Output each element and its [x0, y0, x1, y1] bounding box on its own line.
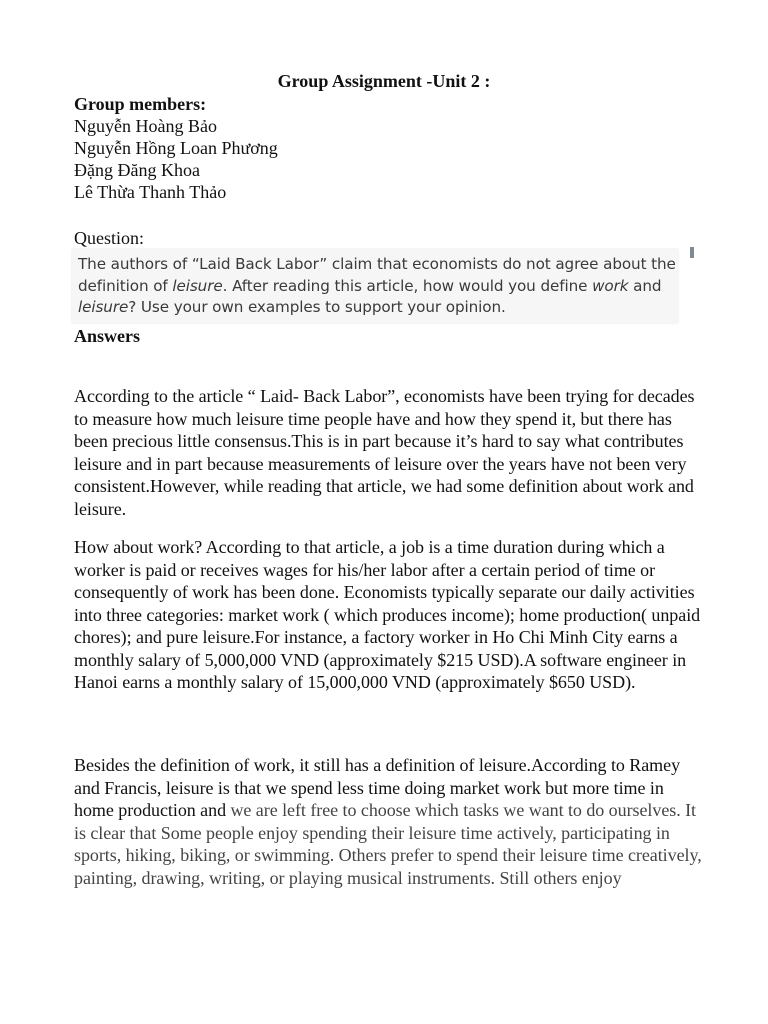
paragraph-leisure-part: we are left free to choose which tasks we want to do ourselves. It is clear that Some people enjoy spending their leisure time actively, participating in sports, hiking, biking, or swimming. Others prefer to spend their leisure time creatively, painting, drawing, writing, or playing musical instruments. Still others enjoy: [74, 800, 702, 888]
paragraph-work: How about work? According to that article, a job is a time duration during which a worker is paid or receives wages for his/her labor after a certain period of time or consequently of work has been done. Economists typically separate our daily activities into three categories: market work ( which produces income); home production( unpaid chores); and pure leisure.For instance, a factory worker in Ho Chi Minh City earns a monthly salary of 5,000,000 VND (approximately $215 USD).A software engineer in Hanoi earns a monthly salary of 15,000,000 VND (approximately $650 USD).: [74, 537, 701, 692]
question-text-segment: The authors of “Laid Back Labor” claim that economists do not agree about the definition of: [78, 255, 676, 295]
question-emphasis: leisure: [78, 298, 129, 316]
member-name: Đặng Đăng Khoa: [74, 160, 200, 180]
question-emphasis: work: [592, 276, 629, 295]
question-text-segment: . After reading this article, how would you define: [222, 276, 593, 295]
question-text-segment: and: [628, 276, 662, 295]
paragraph-leisure: [74, 754, 704, 889]
member-name: Nguyễn Hồng Loan Phương: [74, 138, 278, 158]
group-members-label: Group members:: [74, 94, 207, 114]
question-text: [78, 254, 678, 319]
paragraph-leisure-part: Besides the definition of work, it still has a definition of leisure.According to Ramey and Francis, leisure is that we spend less time doing market work but more time in home production and: [74, 755, 681, 820]
question-label: Question:: [74, 228, 144, 248]
paragraph-intro: According to the article “ Laid- Back Labor”, economists have been trying for decades to measure how much leisure time people have and how they spend it, but there has been precious little consensus.This is in part because it’s hard to say what contributes leisure and in part because measurements of leisure over the years have not been very consistent.However, while reading that article, we had some definition about work and leisure.: [74, 386, 695, 519]
answers-label: Answers: [74, 326, 140, 346]
question-emphasis: leisure: [172, 276, 223, 295]
document-title: Group Assignment -Unit 2 :: [277, 71, 491, 91]
member-name: Lê Thừa Thanh Thảo: [74, 182, 227, 202]
question-text-segment: ? Use your own examples to support your opinion.: [128, 298, 506, 316]
group-members-section: [74, 93, 278, 203]
scrollbar-marker: [690, 247, 694, 258]
member-name: Nguyễn Hoàng Bảo: [74, 116, 217, 136]
